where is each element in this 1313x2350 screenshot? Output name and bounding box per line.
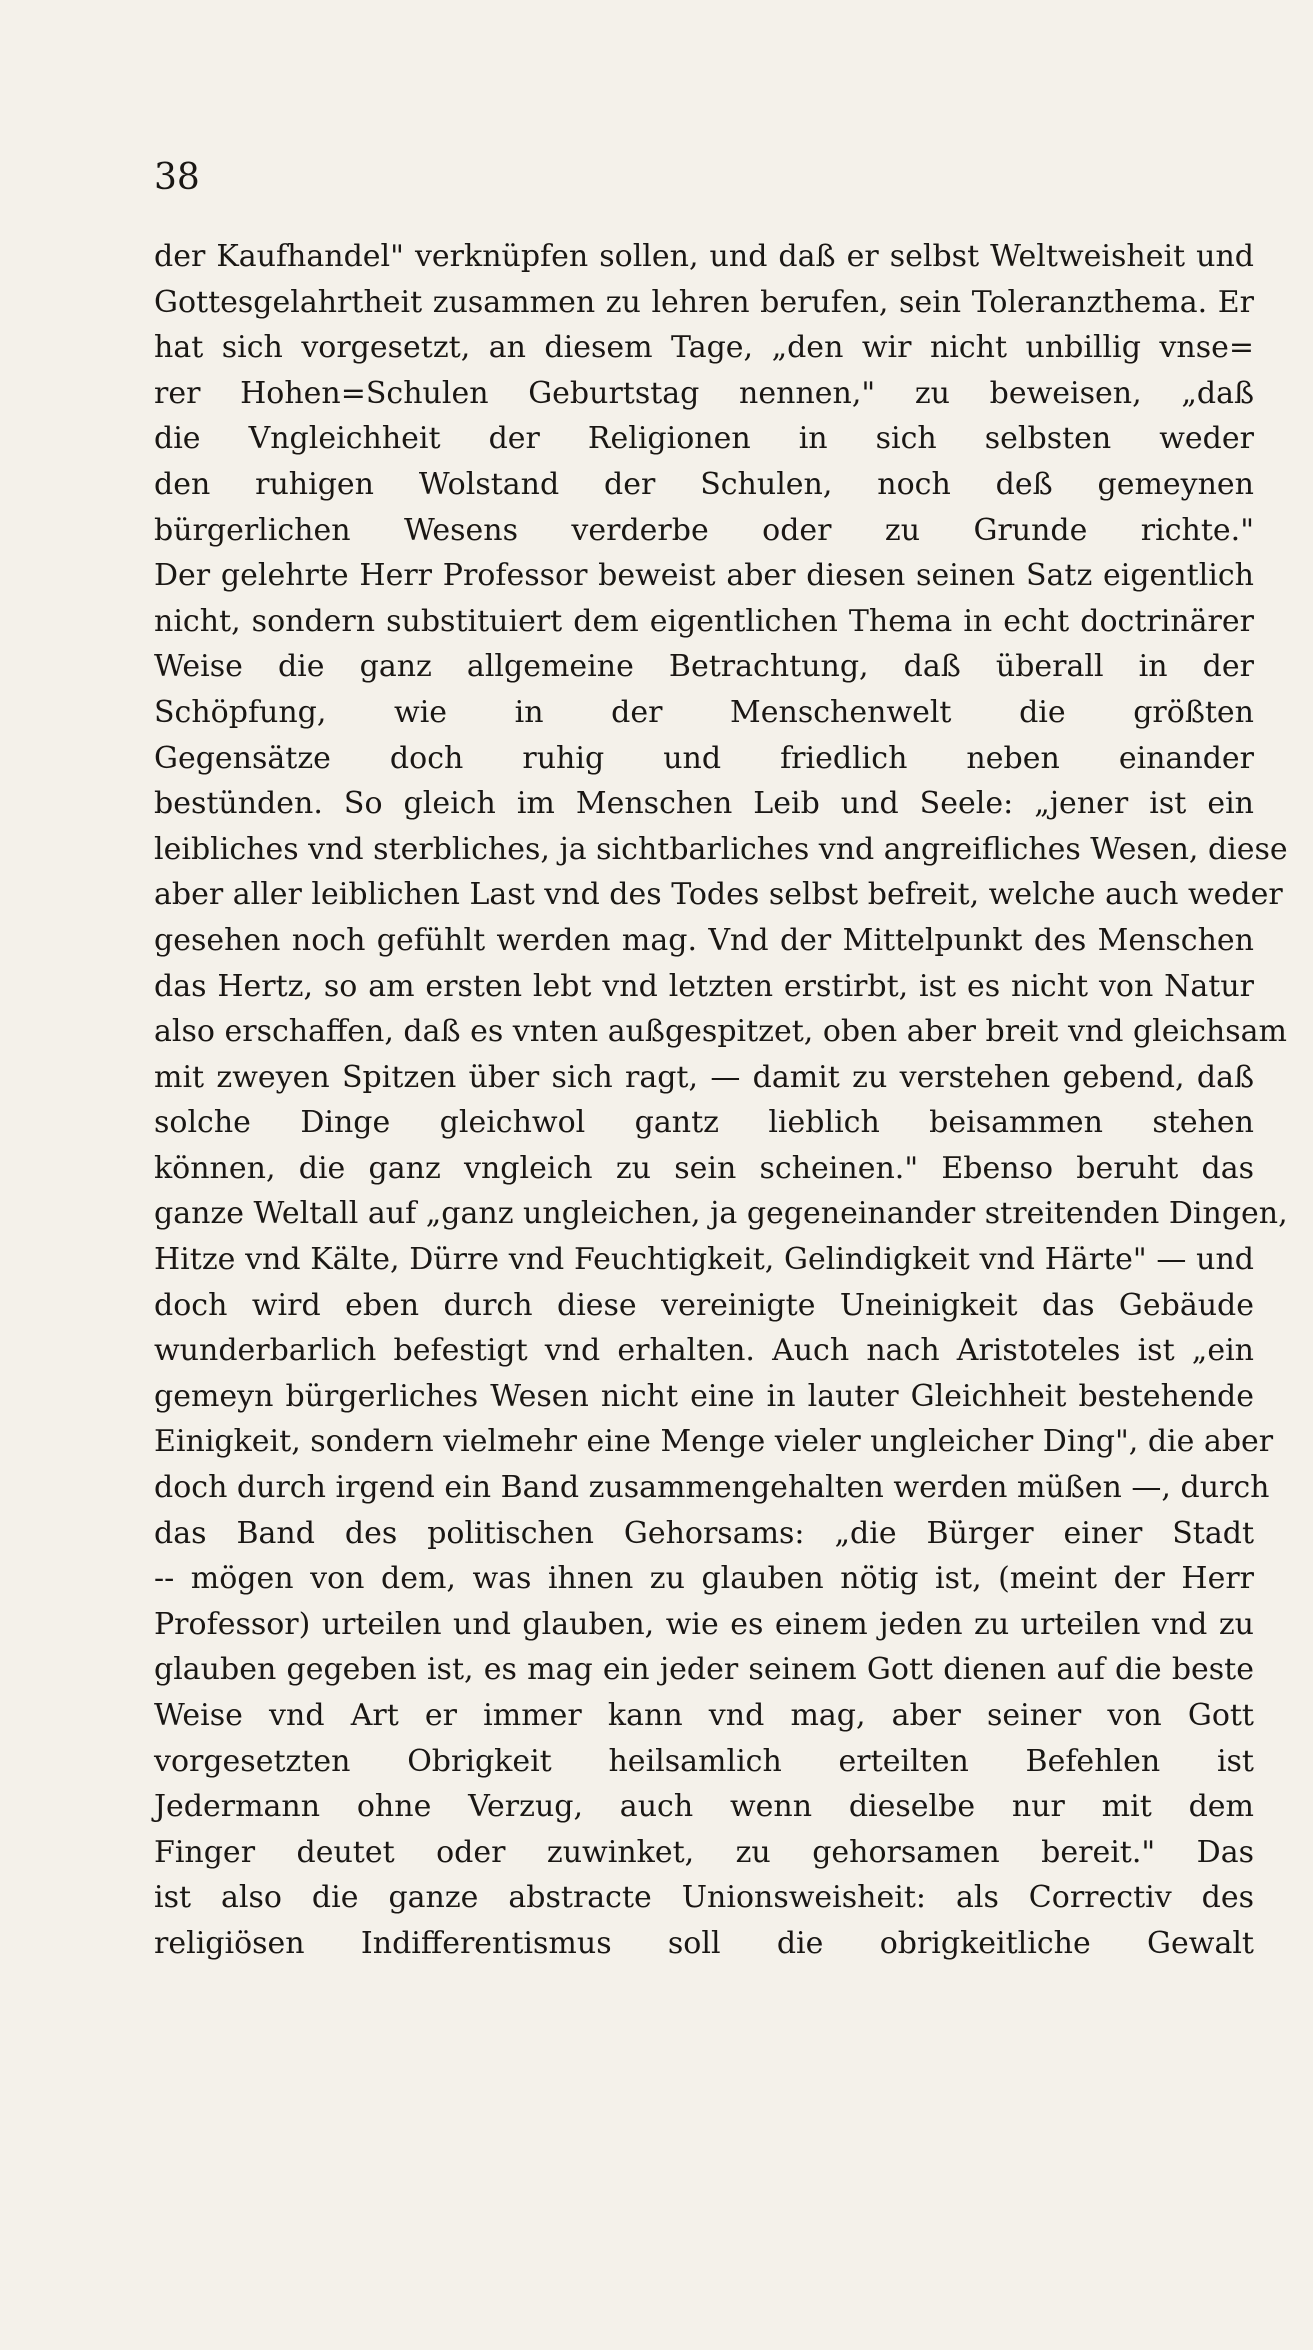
text-line: bürgerlichen Wesens verderbe oder zu Grunde richte." <box>154 512 1254 548</box>
text-line: Gottesgelahrtheit zusammen zu lehren berufen, sein Toleranzthema. Er <box>154 284 1254 320</box>
text-line: glauben gegeben ist, es mag ein jeder seinem Gott dienen auf die beste <box>154 1652 1254 1688</box>
text-line: Schöpfung, wie in der Menschenwelt die größten <box>154 694 1254 730</box>
text-line: doch wird eben durch diese vereinigte Uneinigkeit das Gebäude <box>154 1287 1254 1323</box>
text-line: Einigkeit, sondern vielmehr eine Menge vieler ungleicher Ding", die aber <box>154 1424 1274 1460</box>
text-line: den ruhigen Wolstand der Schulen, noch deß gemeynen <box>154 466 1254 502</box>
text-line: hat sich vorgesetzt, an diesem Tage, „den wir nicht unbillig vnse= <box>154 330 1254 366</box>
text-line: ganze Weltall auf „ganz ungleichen, ja gegeneinander streitenden Dingen, <box>154 1196 1288 1232</box>
text-line: vorgesetzten Obrigkeit heilsamlich erteilten Befehlen ist <box>154 1743 1254 1779</box>
text-line: der Kaufhandel" verknüpfen sollen, und daß er selbst Weltweisheit und <box>154 239 1254 274</box>
text-line: Hitze vnd Kälte, Dürre vnd Feuchtigkeit, Gelindigkeit vnd Härte" — und <box>154 1242 1254 1278</box>
text-line: mit zweyen Spitzen über sich ragt, — damit zu verstehen gebend, daß <box>154 1059 1254 1095</box>
text-line: rer Hohen=Schulen Geburtstag nennen," zu beweisen, „daß <box>154 375 1254 411</box>
text-line: aber aller leiblichen Last vnd des Todes selbst befreit, welche auch weder <box>154 877 1283 913</box>
text-line: gesehen noch gefühlt werden mag. Vnd der Mittelpunkt des Menschen <box>154 922 1254 958</box>
text-line: religiösen Indifferentismus soll die obrigkeitliche Gewalt <box>154 1925 1254 1961</box>
text-line: leibliches vnd sterbliches, ja sichtbarliches vnd angreifliches Wesen, diese <box>154 831 1288 867</box>
text-line: wunderbarlich befestigt vnd erhalten. Auch nach Aristoteles ist „ein <box>154 1333 1254 1369</box>
text-line: das Band des politischen Gehorsams: „die Bürger einer Stadt <box>154 1515 1254 1551</box>
text-line: solche Dinge gleichwol gantz lieblich beisammen stehen <box>154 1105 1254 1141</box>
text-line: nicht, sondern substituiert dem eigentlichen Thema in echt doctrinärer <box>154 603 1254 639</box>
text-line: Finger deutet oder zuwinket, zu gehorsamen bereit." Das <box>154 1834 1254 1870</box>
text-line: Jedermann ohne Verzug, auch wenn dieselbe nur mit dem <box>154 1789 1254 1825</box>
text-line: die Vngleichheit der Religionen in sich selbsten weder <box>154 421 1254 457</box>
text-line: also erschaffen, daß es vnten außgespitzet, oben aber breit vnd gleichsam <box>154 1014 1287 1050</box>
page-number: 38 <box>154 157 200 198</box>
text-line: bestünden. So gleich im Menschen Leib und Seele: „jener ist ein <box>154 786 1254 822</box>
text-line: Gegensätze doch ruhig und friedlich neben einander <box>154 740 1254 776</box>
body-text <box>154 234 1288 1967</box>
text-line: -- mögen von dem, was ihnen zu glauben nötig ist, (meint der Herr <box>154 1561 1254 1597</box>
text-line: doch durch irgend ein Band zusammengehalten werden müßen —, durch <box>154 1470 1270 1506</box>
text-line: gemeyn bürgerliches Wesen nicht eine in lauter Gleichheit bestehende <box>154 1378 1254 1414</box>
text-line: Weise vnd Art er immer kann vnd mag, aber seiner von Gott <box>154 1698 1254 1733</box>
text-line: Der gelehrte Herr Professor beweist aber diesen seinen Satz eigentlich <box>154 558 1254 594</box>
text-line: ist also die ganze abstracte Unionsweisheit: als Correctiv des <box>154 1880 1254 1916</box>
text-line: Professor) urteilen und glauben, wie es einem jeden zu urteilen vnd zu <box>154 1606 1254 1642</box>
text-line: können, die ganz vngleich zu sein scheinen." Ebenso beruht das <box>154 1150 1254 1186</box>
text-line: Weise die ganz allgemeine Betrachtung, daß überall in der <box>154 649 1254 685</box>
text-line: das Hertz, so am ersten lebt vnd letzten erstirbt, ist es nicht von Natur <box>154 968 1254 1004</box>
